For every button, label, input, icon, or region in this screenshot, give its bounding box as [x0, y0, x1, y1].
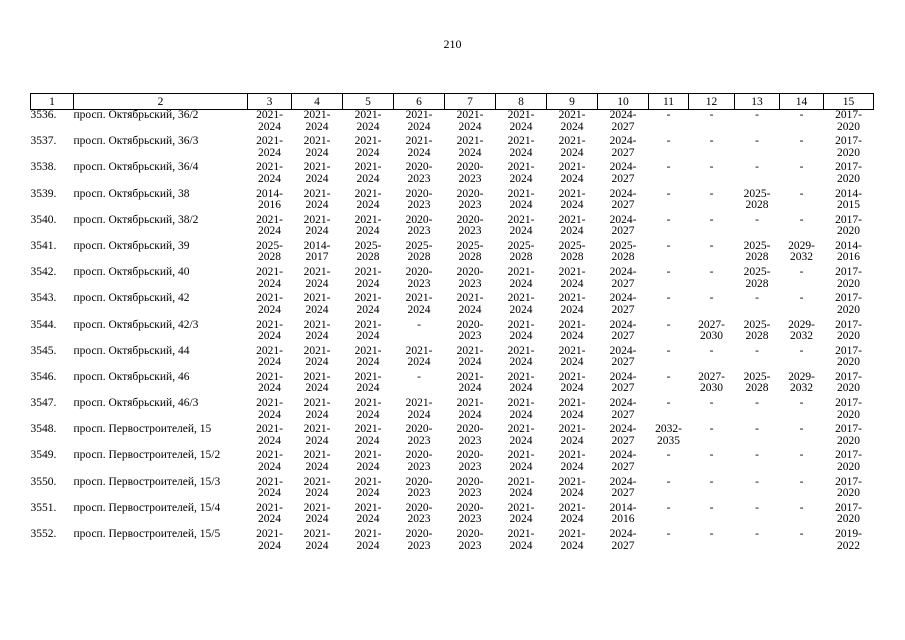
period-cell: 2021- 2024 [354, 161, 382, 185]
period-cell: 2020- 2023 [405, 161, 433, 185]
period-cell: 2021- 2024 [507, 318, 535, 342]
period-cell: - [755, 528, 759, 540]
address-cell: просп. Октябрьский, 40 [73, 266, 190, 279]
period-cell: - [799, 161, 804, 174]
period-cell: 2020- 2023 [405, 501, 433, 526]
period-cell: 2021- 2024 [256, 475, 283, 500]
period-cell: 2021- 2024 [303, 161, 331, 185]
period-cell: - [799, 449, 804, 462]
period-cell: 2021- 2024 [256, 528, 283, 552]
row-number: 3544. [30, 318, 57, 331]
address-cell: просп. Октябрьский, 46 [73, 370, 190, 383]
page-number: 210 [443, 37, 462, 51]
column-header: 1 [31, 94, 74, 110]
period-cell: 2021- 2024 [256, 135, 283, 159]
period-cell: 2021- 2024 [303, 187, 331, 212]
period-cell: - [709, 449, 714, 462]
address-cell: просп. Октябрьский, 36/3 [73, 135, 199, 148]
period-cell: - [755, 109, 759, 121]
period-cell: - [799, 475, 804, 488]
period-cell: 2021- 2024 [354, 528, 382, 552]
period-cell: 2020- 2023 [456, 449, 484, 473]
period-cell: - [799, 109, 804, 121]
period-cell: 2021- 2024 [303, 318, 331, 342]
period-cell: - [709, 475, 714, 488]
period-cell: - [799, 423, 804, 436]
column-header: 12 [689, 94, 735, 110]
row-number: 3549. [30, 449, 57, 462]
period-cell: 2021- 2024 [558, 109, 586, 133]
row-number: 3537. [30, 135, 57, 148]
period-cell: - [799, 292, 804, 305]
period-cell: 2021- 2024 [405, 397, 433, 421]
period-cell: - [666, 501, 671, 514]
period-cell: 2025- 2028 [558, 239, 586, 264]
period-cell: 2019- 2022 [835, 528, 862, 552]
period-cell: 2025- 2028 [456, 239, 484, 264]
period-cell: 2021- 2024 [354, 423, 382, 447]
period-cell: 2032- 2035 [655, 423, 682, 447]
period-cell: 2014- 2015 [835, 187, 862, 212]
period-cell: 2021- 2024 [558, 501, 586, 526]
period-cell: 2021- 2024 [507, 292, 535, 316]
table-row [31, 267, 874, 293]
period-cell: 2021- 2024 [456, 135, 484, 159]
period-cell: - [755, 135, 759, 148]
period-cell: 2021- 2024 [558, 475, 586, 500]
period-cell: 2024- 2027 [609, 370, 637, 395]
period-cell: 2014- 2016 [256, 187, 283, 212]
table-row [31, 189, 874, 215]
period-cell: - [709, 135, 714, 148]
column-header: 4 [292, 94, 343, 110]
period-cell: 2020- 2023 [456, 423, 484, 447]
period-cell: - [799, 501, 804, 514]
row-number: 3539. [30, 187, 57, 200]
period-cell: 2029- 2032 [788, 370, 815, 395]
period-cell: - [666, 109, 671, 121]
period-cell: 2017- 2020 [835, 161, 862, 185]
period-cell: - [755, 344, 759, 357]
row-number: 3548. [30, 423, 57, 436]
header-row [31, 94, 874, 110]
period-cell: 2021- 2024 [303, 475, 331, 500]
period-cell: 2017- 2020 [835, 213, 862, 238]
period-cell: 2021- 2024 [558, 344, 586, 369]
period-cell: - [709, 239, 714, 252]
period-cell: - [666, 266, 671, 279]
column-header: 14 [780, 94, 824, 110]
row-number: 3551. [30, 501, 57, 514]
period-cell: 2024- 2027 [609, 475, 637, 500]
period-cell: 2021- 2024 [256, 344, 283, 369]
column-header: 3 [248, 94, 292, 110]
period-cell: 2021- 2024 [303, 370, 331, 395]
period-cell: 2024- 2027 [609, 528, 637, 552]
period-cell: 2014- 2016 [609, 501, 637, 526]
period-cell: 2021- 2024 [507, 397, 535, 421]
period-cell: 2021- 2024 [303, 135, 331, 159]
period-cell: 2024- 2027 [609, 213, 637, 238]
period-cell: 2021- 2024 [354, 449, 382, 473]
period-cell: 2020- 2023 [456, 501, 484, 526]
period-cell: - [799, 266, 804, 279]
period-cell: 2021- 2024 [303, 213, 331, 238]
table-row [31, 162, 874, 188]
table-row [31, 477, 874, 503]
period-cell: 2020- 2023 [405, 449, 433, 473]
period-cell: 2021- 2024 [256, 109, 283, 133]
period-cell: 2017- 2020 [835, 423, 862, 447]
period-cell: 2021- 2024 [507, 475, 535, 500]
column-header: 7 [445, 94, 496, 110]
period-cell: 2025- 2028 [743, 187, 771, 212]
period-cell: 2021- 2024 [354, 187, 382, 212]
address-cell: просп. Октябрьский, 38 [73, 187, 190, 200]
period-cell: 2021- 2024 [507, 501, 535, 526]
row-number: 3540. [30, 213, 57, 226]
row-number: 3545. [30, 344, 57, 357]
period-cell: - [666, 449, 671, 462]
period-cell: 2021- 2024 [507, 266, 535, 290]
address-cell: просп. Первостроителей, 15 [73, 423, 212, 436]
period-cell: 2021- 2024 [507, 135, 535, 159]
period-cell: - [799, 135, 804, 148]
table-row [31, 241, 874, 267]
period-cell: 2021- 2024 [354, 292, 382, 316]
period-cell: - [755, 397, 759, 410]
period-cell: 2021- 2024 [558, 187, 586, 212]
table-row [31, 136, 874, 162]
period-cell: - [666, 135, 671, 148]
period-cell: 2024- 2027 [609, 109, 637, 133]
period-cell: - [666, 318, 671, 331]
address-cell: просп. Первостроителей, 15/3 [73, 475, 221, 488]
address-cell: просп. Октябрьский, 36/2 [73, 109, 199, 121]
period-cell: 2017- 2020 [835, 109, 862, 133]
period-cell: 2020- 2023 [456, 187, 484, 212]
period-cell: 2021- 2024 [256, 161, 283, 185]
period-cell: 2017- 2020 [835, 501, 862, 526]
period-cell: 2029- 2032 [788, 239, 815, 264]
period-cell: 2021- 2024 [354, 213, 382, 238]
period-cell: - [799, 187, 804, 200]
period-cell: - [666, 213, 671, 226]
period-cell: 2029- 2032 [788, 318, 815, 342]
period-cell: 2024- 2027 [609, 318, 637, 342]
table-row [31, 320, 874, 346]
period-cell: - [417, 318, 421, 331]
period-cell: 2017- 2020 [835, 475, 862, 500]
period-cell: 2020- 2023 [405, 187, 433, 212]
row-number: 3536. [30, 109, 57, 121]
column-header: 13 [735, 94, 780, 110]
period-cell: 2021- 2024 [303, 397, 331, 421]
period-cell: 2024- 2027 [609, 135, 637, 159]
period-cell: 2021- 2024 [558, 370, 586, 395]
period-cell: 2017- 2020 [835, 370, 862, 395]
period-cell: 2025- 2028 [609, 239, 637, 264]
table-row [31, 215, 874, 241]
column-header: 8 [496, 94, 547, 110]
period-cell: 2025- 2028 [507, 239, 535, 264]
column-header: 6 [394, 94, 445, 110]
period-cell: - [709, 423, 714, 436]
period-cell: 2020- 2023 [456, 528, 484, 552]
table-row [31, 372, 874, 398]
period-cell: - [709, 161, 714, 174]
row-number: 3552. [30, 528, 57, 540]
period-cell: 2021- 2024 [303, 449, 331, 473]
period-cell: 2017- 2020 [835, 266, 862, 290]
period-cell: 2021- 2024 [558, 161, 586, 185]
address-cell: просп. Первостроителей, 15/5 [73, 528, 221, 540]
period-cell: 2025- 2028 [354, 239, 382, 264]
period-cell: 2020- 2023 [456, 266, 484, 290]
period-cell: 2021- 2024 [558, 528, 586, 552]
period-cell: - [755, 449, 759, 462]
period-cell: 2017- 2020 [835, 449, 862, 473]
period-cell: 2021- 2024 [456, 397, 484, 421]
period-cell: 2020- 2023 [456, 213, 484, 238]
period-cell: 2024- 2027 [609, 344, 637, 369]
period-cell: 2021- 2024 [507, 370, 535, 395]
row-number: 3543. [30, 292, 57, 305]
table-row [31, 346, 874, 372]
period-cell: 2025- 2028 [743, 370, 771, 395]
period-cell: - [666, 344, 671, 357]
period-cell: 2021- 2024 [558, 292, 586, 316]
table-row [31, 424, 874, 450]
period-cell: - [666, 292, 671, 305]
period-cell: - [799, 213, 804, 226]
period-cell: 2021- 2024 [456, 344, 484, 369]
period-cell: 2014- 2017 [303, 239, 331, 264]
period-cell: 2021- 2024 [507, 213, 535, 238]
period-cell: 2021- 2024 [256, 501, 283, 526]
column-header: 11 [649, 94, 689, 110]
period-cell: - [666, 475, 671, 488]
period-cell: 2021- 2024 [405, 135, 433, 159]
row-number: 3547. [30, 397, 57, 410]
period-cell: 2021- 2024 [507, 344, 535, 369]
period-cell: 2021- 2024 [558, 266, 586, 290]
period-cell: 2020- 2023 [456, 318, 484, 342]
row-number: 3550. [30, 475, 57, 488]
column-header: 15 [824, 94, 874, 110]
period-cell: 2020- 2023 [405, 213, 433, 238]
period-cell: 2021- 2024 [303, 292, 331, 316]
period-cell: - [755, 161, 759, 174]
period-cell: 2021- 2024 [354, 135, 382, 159]
column-header: 2 [74, 94, 248, 110]
period-cell: - [799, 528, 804, 540]
period-cell: 2021- 2024 [507, 423, 535, 447]
period-cell: 2021- 2024 [507, 528, 535, 552]
period-cell: - [709, 397, 714, 410]
period-cell: 2021- 2024 [303, 344, 331, 369]
period-cell: - [755, 213, 759, 226]
period-cell: - [709, 213, 714, 226]
address-cell: просп. Октябрьский, 39 [73, 239, 190, 252]
period-cell: 2025- 2028 [743, 318, 771, 342]
address-cell: просп. Октябрьский, 38/2 [73, 213, 199, 226]
period-cell: 2021- 2024 [303, 266, 331, 290]
period-cell: 2020- 2023 [405, 475, 433, 500]
period-cell: 2027- 2030 [698, 318, 725, 342]
column-header: 5 [343, 94, 394, 110]
period-cell: - [755, 423, 759, 436]
period-cell: - [755, 475, 759, 488]
period-cell: 2021- 2024 [256, 292, 283, 316]
period-cell: 2021- 2024 [507, 187, 535, 212]
period-cell: - [666, 370, 671, 383]
period-cell: 2021- 2024 [354, 344, 382, 369]
period-cell: 2017- 2020 [835, 318, 862, 342]
period-cell: 2024- 2027 [609, 187, 637, 212]
period-cell: - [709, 501, 714, 514]
period-cell: 2020- 2023 [405, 423, 433, 447]
period-cell: - [666, 161, 671, 174]
period-cell: 2021- 2024 [405, 344, 433, 369]
period-cell: 2021- 2024 [507, 109, 535, 133]
period-cell: 2021- 2024 [558, 449, 586, 473]
period-cell: - [666, 528, 671, 540]
period-cell: 2024- 2027 [609, 397, 637, 421]
period-cell: 2021- 2024 [456, 292, 484, 316]
address-cell: просп. Октябрьский, 46/3 [73, 397, 199, 410]
period-cell: 2021- 2024 [558, 135, 586, 159]
period-cell: 2021- 2024 [354, 501, 382, 526]
address-cell: просп. Первостроителей, 15/2 [73, 449, 221, 462]
period-cell: 2021- 2024 [507, 449, 535, 473]
period-cell: 2020- 2023 [456, 161, 484, 185]
period-cell: 2024- 2027 [609, 266, 637, 290]
period-cell: 2021- 2024 [354, 266, 382, 290]
period-cell: 2025- 2028 [256, 239, 283, 264]
table-row [31, 293, 874, 319]
row-number: 3542. [30, 266, 57, 279]
table-row [31, 110, 874, 137]
period-cell: 2027- 2030 [698, 370, 725, 395]
period-cell: 2021- 2024 [256, 213, 283, 238]
schedule-table [30, 93, 874, 555]
period-cell: 2020- 2023 [405, 266, 433, 290]
period-cell: 2021- 2024 [354, 397, 382, 421]
period-cell: - [709, 187, 714, 200]
period-cell: 2021- 2024 [456, 109, 484, 133]
address-cell: просп. Октябрьский, 36/4 [73, 161, 199, 174]
period-cell: - [799, 344, 804, 357]
period-cell: 2021- 2024 [256, 318, 283, 342]
period-cell: 2021- 2024 [256, 449, 283, 473]
period-cell: - [666, 239, 671, 252]
period-cell: 2014- 2016 [835, 239, 862, 264]
period-cell: 2021- 2024 [256, 266, 283, 290]
period-cell: 2025- 2028 [405, 239, 433, 264]
period-cell: 2021- 2024 [256, 370, 283, 395]
period-cell: 2020- 2023 [456, 475, 484, 500]
period-cell: 2021- 2024 [405, 109, 433, 133]
period-cell: 2021- 2024 [303, 423, 331, 447]
table-row [31, 450, 874, 476]
period-cell: 2021- 2024 [354, 109, 382, 133]
period-cell: 2021- 2024 [354, 370, 382, 395]
period-cell: - [709, 266, 714, 279]
period-cell: - [755, 501, 759, 514]
period-cell: 2021- 2024 [405, 292, 433, 316]
period-cell: - [417, 370, 421, 383]
period-cell: 2021- 2024 [303, 528, 331, 552]
period-cell: - [709, 292, 714, 305]
period-cell: - [709, 528, 714, 540]
period-cell: 2024- 2027 [609, 292, 637, 316]
period-cell: 2017- 2020 [835, 397, 862, 421]
period-cell: 2020- 2023 [405, 528, 433, 552]
row-number: 3546. [30, 370, 57, 383]
period-cell: 2021- 2024 [354, 475, 382, 500]
period-cell: 2021- 2024 [256, 397, 283, 421]
period-cell: 2021- 2024 [507, 161, 535, 185]
address-cell: просп. Первостроителей, 15/4 [73, 501, 221, 514]
period-cell: 2021- 2024 [303, 109, 331, 133]
period-cell: 2025- 2028 [743, 239, 771, 264]
period-cell: 2021- 2024 [354, 318, 382, 342]
period-cell: 2024- 2027 [609, 161, 637, 185]
period-cell: 2024- 2027 [609, 449, 637, 473]
period-cell: - [666, 397, 671, 410]
table-body [31, 110, 874, 556]
period-cell: 2021- 2024 [558, 423, 586, 447]
period-cell: 2021- 2024 [256, 423, 283, 447]
period-cell: - [709, 109, 714, 121]
row-number: 3541. [30, 239, 57, 252]
period-cell: 2024- 2027 [609, 423, 637, 447]
period-cell: - [799, 397, 804, 410]
period-cell: 2021- 2024 [558, 397, 586, 421]
address-cell: просп. Октябрьский, 44 [73, 344, 190, 357]
period-cell: 2025- 2028 [743, 266, 771, 290]
column-header: 10 [598, 94, 649, 110]
column-header: 9 [547, 94, 598, 110]
period-cell: 2017- 2020 [835, 344, 862, 369]
period-cell: - [709, 344, 714, 357]
period-cell: - [666, 187, 671, 200]
table-row [31, 398, 874, 424]
period-cell: 2021- 2024 [303, 501, 331, 526]
period-cell: - [755, 292, 759, 305]
table-row [31, 503, 874, 529]
address-cell: просп. Октябрьский, 42/3 [73, 318, 199, 331]
period-cell: 2021- 2024 [456, 370, 484, 395]
table-row [31, 529, 874, 555]
period-cell: 2021- 2024 [558, 213, 586, 238]
row-number: 3538. [30, 161, 57, 174]
period-cell: 2021- 2024 [558, 318, 586, 342]
address-cell: просп. Октябрьский, 42 [73, 292, 190, 305]
period-cell: 2017- 2020 [835, 292, 862, 316]
period-cell: 2017- 2020 [835, 135, 862, 159]
